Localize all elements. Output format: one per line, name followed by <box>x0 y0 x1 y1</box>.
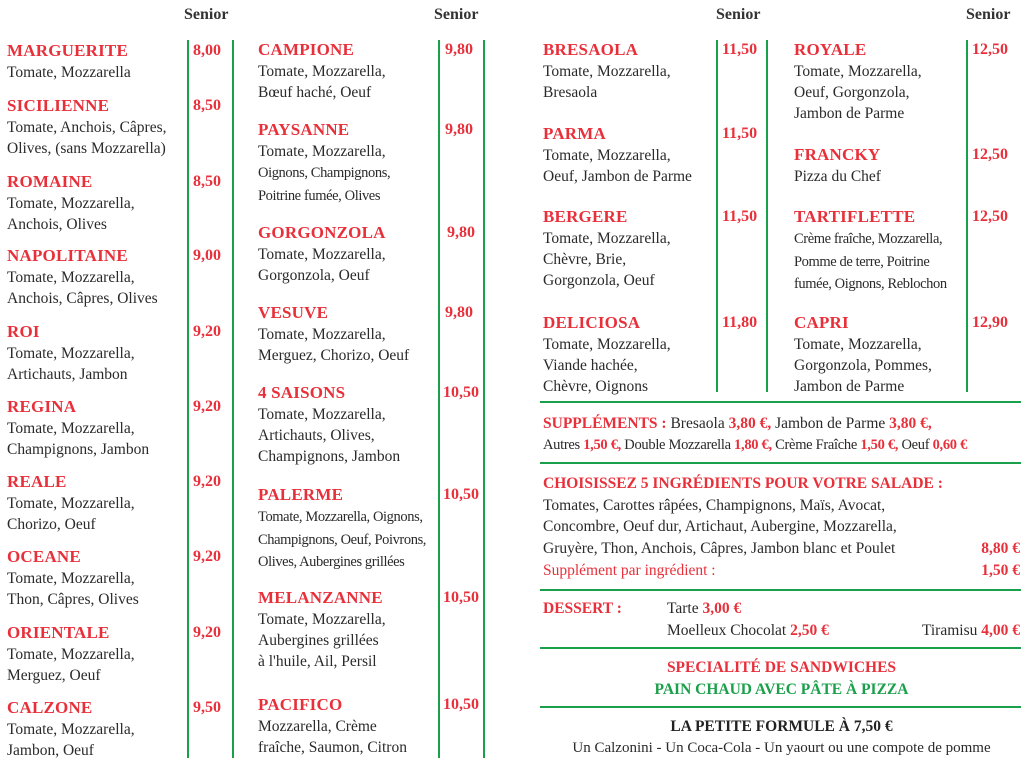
pizza-price: 11,80 <box>722 314 758 331</box>
formule-title: LA PETITE FORMULE À 7,50 € <box>670 718 893 735</box>
pizza-price: 10,50 <box>443 589 479 606</box>
pizza-item-calzone <box>7 697 135 761</box>
pizza-name: ROYALE <box>794 40 867 59</box>
pizza-name: ROI <box>7 322 40 341</box>
pizza-desc: Tomate, Anchois, Câpres, <box>7 119 167 136</box>
pizza-desc: fraîche, Saumon, Citron <box>258 739 407 756</box>
supplement-name: Double Mozzarella <box>624 437 731 453</box>
supplement-price: 1,50 €, <box>860 437 899 453</box>
salade-extra <box>543 560 1020 581</box>
pizza-item-vesuve <box>258 302 409 366</box>
pizza-desc: fumée, Oignons, Reblochon <box>794 276 947 292</box>
pizza-desc: Tomate, Mozzarella, <box>543 230 671 247</box>
pizza-desc: Tomate, Mozzarella, <box>7 345 135 362</box>
pizza-item-sicilienne <box>7 95 166 159</box>
pizza-desc: Tomate, Mozzarella, <box>258 406 386 423</box>
pizza-item-regina <box>7 396 149 460</box>
pizza-desc: Gorgonzola, Pommes, <box>794 357 932 374</box>
pizza-name: BRESAOLA <box>543 40 639 59</box>
pizza-desc: Tomate, Mozzarella, <box>258 611 386 628</box>
pizza-price: 9,00 <box>193 247 221 264</box>
pizza-desc: Oeuf, Jambon de Parme <box>543 168 692 185</box>
supplements-line1 <box>543 413 1020 434</box>
pizza-desc: Tomate, Mozzarella, <box>258 246 386 263</box>
pizza-price: 8,00 <box>193 42 221 59</box>
pizza-item-francky <box>794 144 881 187</box>
senior-header-col4: Senior <box>966 6 1011 23</box>
salade-ingredients-text: Gruyère, Thon, Anchois, Câpres, Jambon blanc et Poulet <box>543 540 896 557</box>
pizza-desc: Tomate, Mozzarella, <box>7 495 135 512</box>
pizza-desc: Bresaola <box>543 84 598 101</box>
pizza-desc: Bœuf haché, Oeuf <box>258 84 372 101</box>
supplement-name: Bresaola <box>670 415 725 432</box>
pizza-item-bresaola <box>543 39 671 103</box>
pizza-price: 9,20 <box>193 548 221 565</box>
pizza-name: SICILIENNE <box>7 96 110 115</box>
pizza-desc: Olives, (sans Mozzarella) <box>7 140 166 157</box>
pizza-name: BERGERE <box>543 207 628 226</box>
pizza-name: OCEANE <box>7 547 81 566</box>
salade-title: CHOISISSEZ 5 INGRÉDIENTS POUR VOTRE SALADE : <box>543 475 943 492</box>
pizza-name: PARMA <box>543 124 606 143</box>
pizza-name: REGINA <box>7 397 77 416</box>
pizza-price: 10,50 <box>443 696 479 713</box>
pizza-item-pacifico <box>258 694 407 758</box>
pizza-desc: Aubergines grillées <box>258 632 379 649</box>
pizza-name: FRANCKY <box>794 145 881 164</box>
divider-col2-right <box>483 40 485 758</box>
pizza-price: 12,50 <box>972 41 1008 58</box>
pizza-item-4-saisons <box>258 382 400 467</box>
divider-dessert <box>540 589 1021 591</box>
pizza-price: 9,80 <box>445 304 473 321</box>
divider-col1-left <box>187 40 189 758</box>
salade-ingredients-line: Tomates, Carottes râpées, Champignons, Maïs, Avocat, <box>543 497 886 514</box>
divider-col4-left <box>966 40 968 392</box>
pizza-item-tartiflette <box>794 206 947 296</box>
sandwich-title: SPECIALITÉ DE SANDWICHES <box>666 659 897 676</box>
pizza-price: 10,50 <box>443 384 479 401</box>
pizza-name: PAYSANNE <box>258 120 350 139</box>
pizza-desc: Tomate, Mozzarella <box>7 64 131 81</box>
pizza-desc: Oignons, Champignons, <box>258 165 391 181</box>
pizza-desc: Tomate, Mozzarella, <box>543 63 671 80</box>
pizza-name: REALE <box>7 472 67 491</box>
pizza-desc: Tomate, Mozzarella, <box>794 63 922 80</box>
salade-ingredients-line3 <box>543 538 1020 559</box>
pizza-price: 8,50 <box>193 97 221 114</box>
pizza-desc: Pizza du Chef <box>794 168 881 185</box>
pizza-desc: Anchois, Olives <box>7 216 107 233</box>
pizza-desc: Tomate, Mozzarella, <box>7 269 135 286</box>
divider-col3-left <box>716 40 718 392</box>
divider-salade <box>540 462 1021 464</box>
pizza-desc: Pomme de terre, Poitrine <box>794 253 930 270</box>
pizza-price: 10,50 <box>443 486 479 503</box>
pizza-desc: Tomate, Mozzarella, <box>7 570 135 587</box>
dessert-price: 3,00 € <box>702 600 742 617</box>
pizza-desc: Chorizo, Oeuf <box>7 516 96 533</box>
pizza-price: 9,50 <box>193 699 221 716</box>
senior-header-col1: Senior <box>184 6 229 23</box>
dessert-price: 4,00 € <box>981 622 1020 639</box>
pizza-name: MELANZANNE <box>258 588 383 607</box>
pizza-price: 9,20 <box>193 624 221 641</box>
pizza-name: GORGONZOLA <box>258 223 386 242</box>
pizza-price: 9,20 <box>193 473 221 490</box>
senior-header-col3: Senior <box>716 6 761 23</box>
pizza-desc: Tomate, Mozzarella, <box>258 63 386 80</box>
supplement-price: 1,50 €, <box>583 437 621 453</box>
pizza-desc: Tomate, Mozzarella, <box>7 420 135 437</box>
divider-col2-left <box>438 40 440 758</box>
pizza-name: ROMAINE <box>7 172 93 191</box>
supplement-name: Oeuf <box>901 437 930 453</box>
supplement-price: 3,80 €, <box>728 415 772 432</box>
pizza-name: CAPRI <box>794 313 849 332</box>
pizza-desc: Artichauts, Olives, <box>258 427 375 444</box>
pizza-item-gorgonzola <box>258 222 386 286</box>
pizza-item-capri <box>794 312 932 397</box>
pizza-item-deliciosa <box>543 312 671 397</box>
pizza-item-orientale <box>7 622 135 686</box>
pizza-item-royale <box>794 39 922 124</box>
pizza-name: MARGUERITE <box>7 41 129 60</box>
pizza-name: VESUVE <box>258 303 329 322</box>
pizza-item-campione <box>258 39 386 103</box>
pizza-desc: Champignons, Jambon <box>7 441 150 458</box>
salade-extra-label: Supplément par ingrédient : <box>543 562 716 579</box>
pizza-item-marguerite <box>7 40 131 83</box>
pizza-price: 9,20 <box>193 323 221 340</box>
pizza-price: 9,80 <box>445 41 473 58</box>
dessert-name: Tiramisu <box>921 622 978 639</box>
pizza-price: 8,50 <box>193 173 221 190</box>
supplement-name: Crème Fraîche <box>775 437 858 453</box>
pizza-desc: Tomate, Mozzarella, Oignons, <box>258 509 423 525</box>
supplement-price: 3,80 €, <box>889 415 932 432</box>
pizza-name: ORIENTALE <box>7 623 110 642</box>
supplement-price: 0,60 € <box>932 437 968 453</box>
dessert-name: Tarte <box>667 600 699 617</box>
divider-col1-right <box>232 40 234 758</box>
pizza-price: 9,20 <box>193 398 221 415</box>
pizza-name: PACIFICO <box>258 695 343 714</box>
pizza-desc: Chèvre, Oignons <box>543 378 649 395</box>
pizza-desc: Champignons, Jambon <box>258 448 401 465</box>
pizza-price: 11,50 <box>722 208 758 225</box>
pizza-desc: Anchois, Câpres, Olives <box>7 290 158 307</box>
pizza-desc: Olives, Aubergines grillées <box>258 554 405 570</box>
pizza-desc: Merguez, Chorizo, Oeuf <box>258 347 410 364</box>
pizza-item-paysanne <box>258 119 390 207</box>
pizza-price: 9,80 <box>445 121 473 138</box>
supplement-name: Jambon de Parme <box>775 415 886 432</box>
supplements-line2 <box>543 435 1020 456</box>
pizza-desc: Tomate, Mozzarella, <box>543 336 671 353</box>
pizza-price: 9,80 <box>447 224 475 241</box>
salade-ingredients-line: Concombre, Oeuf dur, Artichaut, Aubergine, Mozzarella, <box>543 518 897 535</box>
pizza-price: 12,50 <box>972 146 1008 163</box>
pizza-desc: Artichauts, Jambon <box>7 366 128 383</box>
pizza-desc: Thon, Câpres, Olives <box>7 591 139 608</box>
pizza-item-bergere <box>543 206 671 291</box>
pizza-desc: Tomate, Mozzarella, <box>7 721 135 738</box>
pizza-name: DELICIOSA <box>543 313 641 332</box>
pizza-item-romaine <box>7 171 135 235</box>
salade-price: 8,80 € <box>981 540 1020 557</box>
pizza-desc: Oeuf, Gorgonzola, <box>794 84 910 101</box>
pizza-desc: Viande hachée, <box>543 357 638 374</box>
salade-extra-price: 1,50 € <box>981 562 1020 579</box>
pizza-item-napolitaine <box>7 245 158 309</box>
pizza-desc: Tomate, Mozzarella, <box>7 195 135 212</box>
pizza-desc: Gorgonzola, Oeuf <box>543 272 655 289</box>
pizza-desc: Champignons, Oeuf, Poivrons, <box>258 531 427 548</box>
pizza-desc: Tomate, Mozzarella, <box>543 147 671 164</box>
dessert-label: DESSERT : <box>543 600 622 617</box>
pizza-desc: Crème fraîche, Mozzarella, <box>794 231 943 247</box>
dessert-name: Moelleux Chocolat <box>667 622 787 639</box>
divider-sandwich <box>540 647 1021 649</box>
supplements-label: SUPPLÉMENTS : <box>543 415 667 432</box>
supplement-price: 1,80 €, <box>734 437 772 453</box>
pizza-item-oceane <box>7 546 139 610</box>
divider-formule <box>540 706 1021 708</box>
pizza-name: TARTIFLETTE <box>794 207 916 226</box>
dessert-price: 2,50 € <box>790 622 829 639</box>
formule-desc: Un Calzonini - Un Coca-Cola - Un yaourt ou une compote de pomme <box>572 740 991 756</box>
pizza-desc: à l'huile, Ail, Persil <box>258 653 377 670</box>
pizza-desc: Merguez, Oeuf <box>7 667 101 684</box>
pizza-desc: Gorgonzola, Oeuf <box>258 267 370 284</box>
pizza-item-melanzanne <box>258 587 386 672</box>
pizza-price: 11,50 <box>722 125 758 142</box>
pizza-desc: Tomate, Mozzarella, <box>258 326 386 343</box>
pizza-item-reale <box>7 471 135 535</box>
dessert-moelleux <box>667 620 829 641</box>
pizza-desc: Chèvre, Brie, <box>543 251 627 268</box>
pizza-name: CALZONE <box>7 698 93 717</box>
pizza-name: 4 SAISONS <box>258 383 346 402</box>
pizza-name: CAMPIONE <box>258 40 355 59</box>
dessert-tarte <box>667 598 741 619</box>
supplement-name: Autres <box>543 437 580 453</box>
pizza-desc: Poitrine fumée, Olives <box>258 187 381 204</box>
senior-header-col2: Senior <box>434 6 479 23</box>
pizza-item-palerme <box>258 484 426 574</box>
sandwich-subtitle: PAIN CHAUD AVEC PÂTE À PIZZA <box>654 681 909 698</box>
pizza-desc: Tomate, Mozzarella, <box>7 646 135 663</box>
pizza-price: 12,90 <box>972 314 1008 331</box>
pizza-desc: Jambon, Oeuf <box>7 742 94 759</box>
pizza-desc: Mozzarella, Crème <box>258 718 377 735</box>
divider-supplements <box>540 401 1021 403</box>
pizza-price: 12,50 <box>972 208 1008 225</box>
pizza-name: NAPOLITAINE <box>7 246 128 265</box>
pizza-desc: Tomate, Mozzarella, <box>258 143 386 160</box>
pizza-item-roi <box>7 321 135 385</box>
pizza-desc: Jambon de Parme <box>794 378 905 395</box>
dessert-tiramisu <box>922 620 1020 641</box>
pizza-desc: Jambon de Parme <box>794 105 905 122</box>
pizza-price: 11,50 <box>722 41 758 58</box>
pizza-desc: Tomate, Mozzarella, <box>794 336 922 353</box>
pizza-item-parma <box>543 123 692 187</box>
pizza-name: PALERME <box>258 485 344 504</box>
divider-col3-right <box>766 40 768 392</box>
